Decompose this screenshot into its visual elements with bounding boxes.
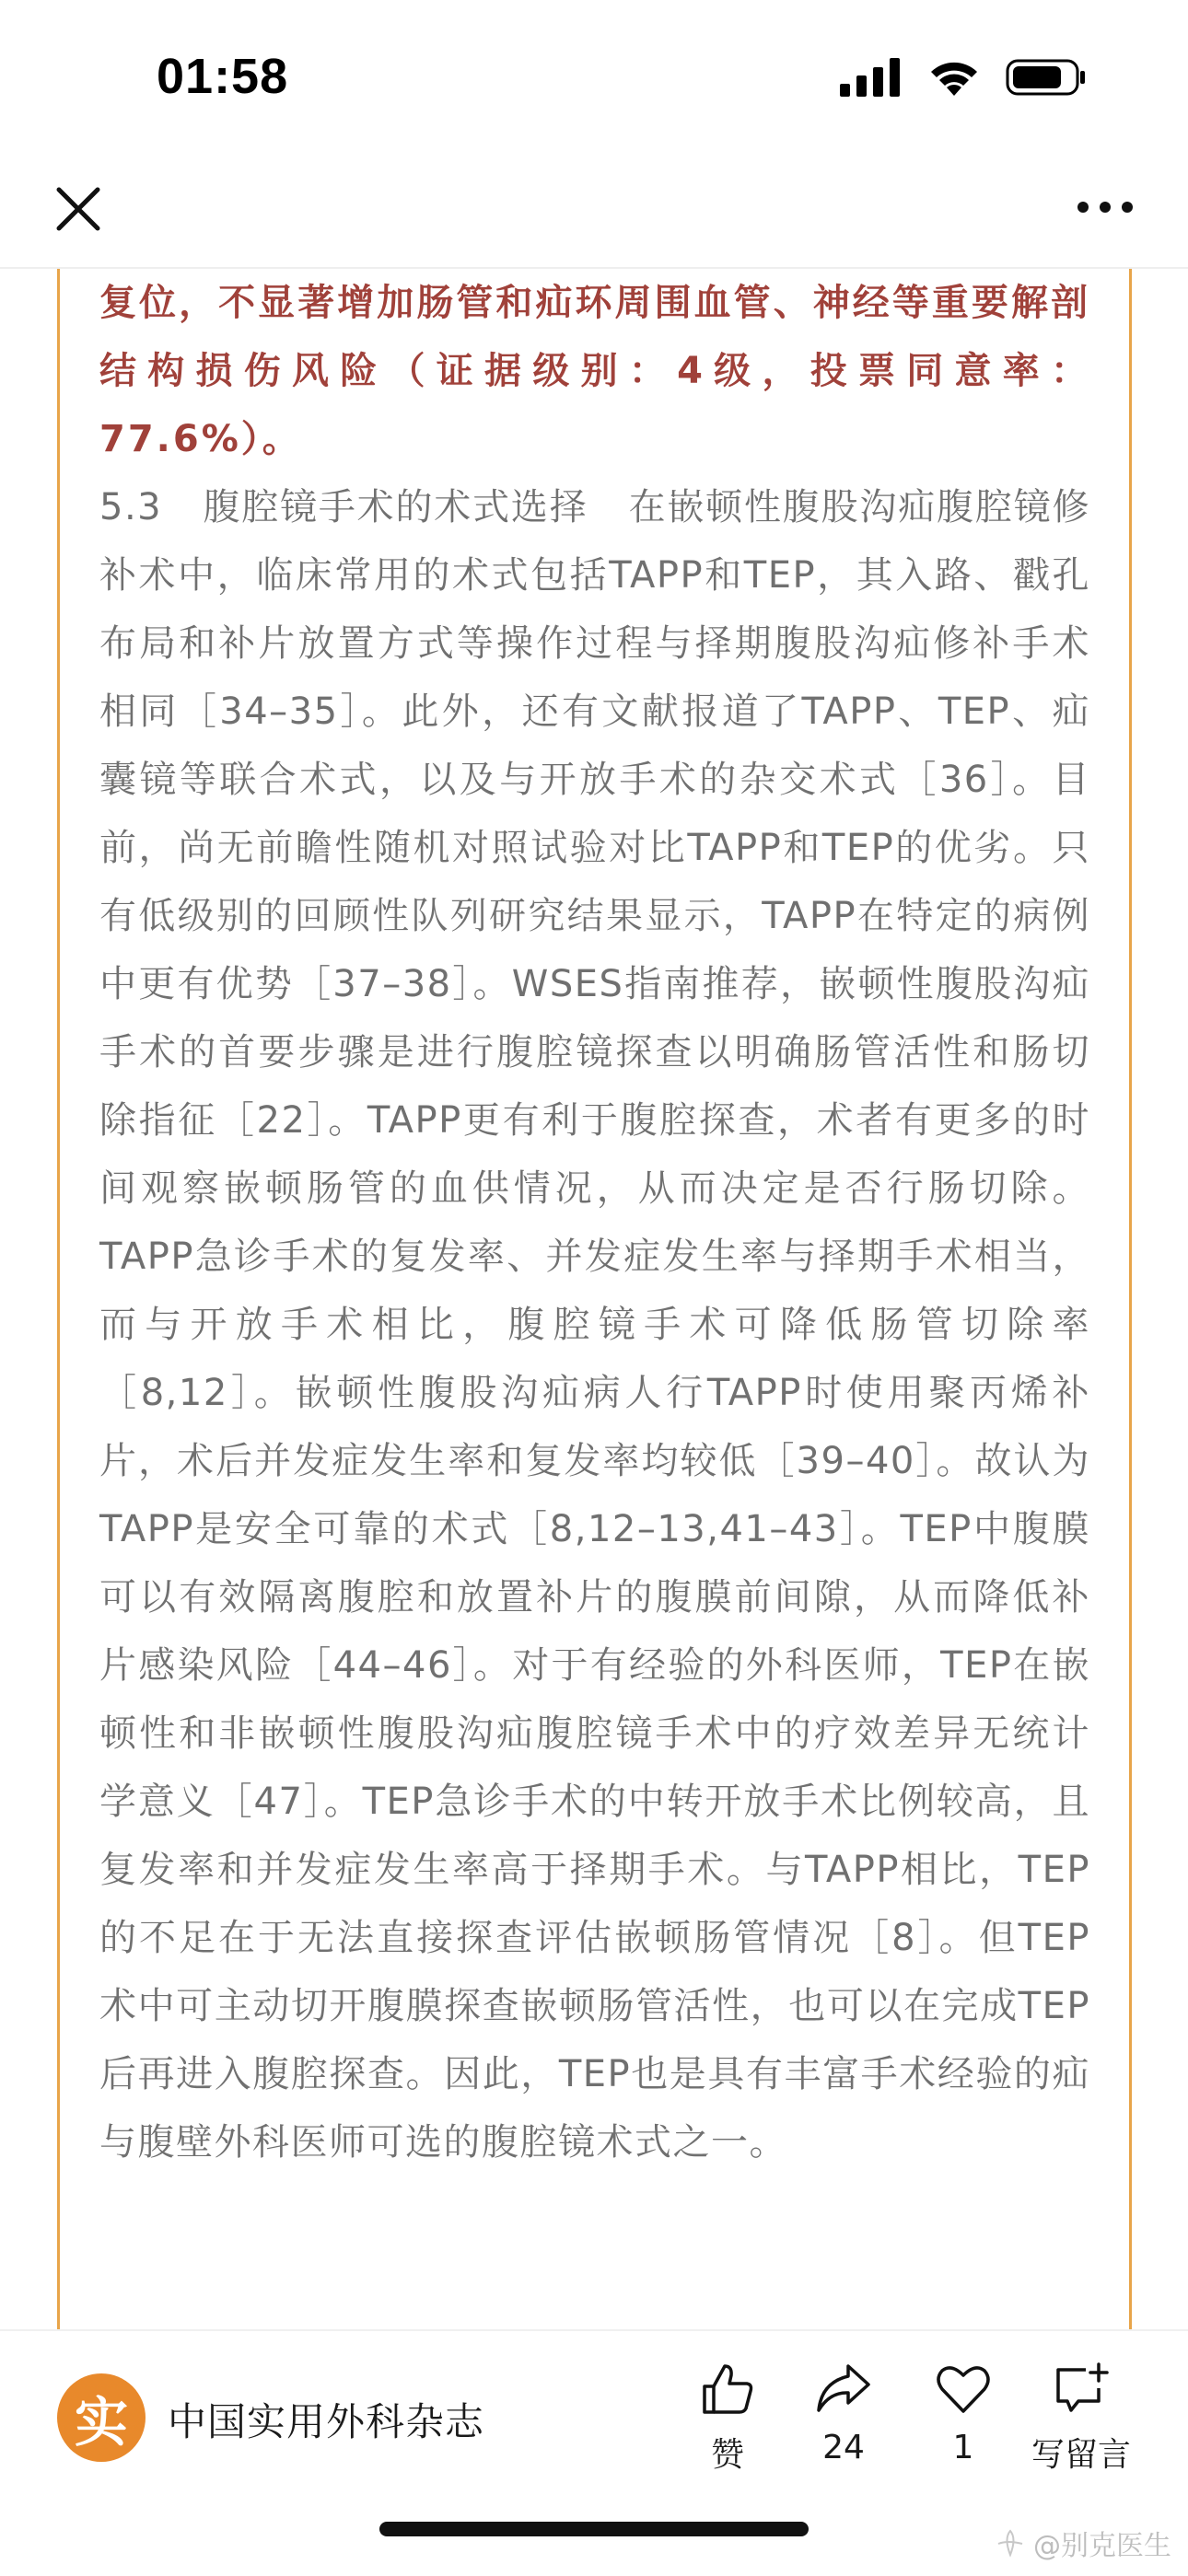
account-name[interactable]: 中国实用外科杂志 (168, 2399, 485, 2444)
logo-char: 实 (74, 2391, 128, 2454)
section-body: 在嵌顿性腹股沟疝腹腔镜修补术中，临床常用的术式包括TAPP和TEP，其入路、戳孔布局和补片放置方式等操作过程与择期腹股沟疝修补手术相同［34–35］。此外，还有文献报道了TAPP、TEP、疝囊镜等联合术式，以及与开放手术的杂交术式［36］。目前，尚无前瞻性随机对照试验对比TAPP和TEP的优劣。只有低级别的回顾性队列研究结果显示，TAPP在特定的病例中更有优势［37–38］。WSES指南推荐，嵌顿性腹股沟疝手术的首要步骤是进行腹腔镜探查以明确肠管活性和肠切除指征［22］。TAPP更有利于腹腔探查，术者有更多的时间观察嵌顿肠管的血供情况，从而决定是否行肠切除。TAPP急诊手术的复发率、并发症发生率与择期手术相当，而与开放手术相比，腹腔镜手术可降低肠管切除率［8,12］。嵌顿性腹股沟疝病人行TAPP时使用聚丙烯补片，术后并发症发生率和复发率均较低［39–40］。故认为TAPP是安全可靠的术式［8,12–13,41–43］。TEP中腹膜可以有效隔离腹腔和放置补片的腹膜前间隙，从而降低补片感染风险［44–46］。对于有经验的外科医师，TEP在嵌顿性和非嵌顿性腹股沟疝腹腔镜手术中的疗效差异无统计学意义［47］。TEP急诊手术的中转开放手术比例较高，且复发率和并发症发生率高于择期手术。与TAPP相比，TEP的不足在于无法直接探查评估嵌顿肠管情况［8］。但TEP术中可主动切开腹膜探查嵌顿肠管活性，也可以在完成TEP后再进入腹腔探查。因此，TEP也是具有丰富手术经验的疝与腹壁外科医师可选的腹腔镜术式之一。 (99, 486, 1090, 2164)
comment-label: 写留言 (1031, 2436, 1131, 2474)
battery-icon (1006, 57, 1087, 98)
watermark-text: @别克医生 (1033, 2530, 1171, 2562)
account-logo[interactable] (57, 2373, 146, 2462)
status-icons (840, 57, 1087, 98)
nav-bar (0, 157, 1188, 269)
cellular-signal-icon (840, 58, 903, 97)
more-options-button[interactable] (1068, 180, 1142, 235)
article-content[interactable] (0, 269, 1188, 2329)
frame-border-left (57, 269, 60, 2329)
status-bar (0, 0, 1188, 157)
thumbs-up-icon (697, 2359, 758, 2419)
watermark (995, 2523, 1171, 2563)
section-paragraph (99, 473, 1090, 2176)
comment-button[interactable] (1017, 2359, 1146, 2476)
heart-icon (933, 2359, 994, 2419)
watermark-logo-icon (995, 2527, 1026, 2559)
favorite-button[interactable] (899, 2359, 1028, 2466)
status-time: 01:58 (157, 49, 289, 104)
like-label: 赞 (710, 2436, 744, 2474)
section-number: 5.3 (99, 486, 163, 528)
close-icon (46, 177, 111, 241)
share-count: 24 (822, 2429, 865, 2466)
favorite-count: 1 (952, 2429, 974, 2466)
wifi-icon (926, 57, 982, 98)
home-indicator[interactable] (379, 2522, 809, 2536)
comment-add-icon (1051, 2359, 1112, 2419)
section-title: 腹腔镜手术的术式选择 (203, 486, 588, 528)
share-button[interactable] (779, 2359, 908, 2466)
article-body (99, 269, 1090, 2176)
like-button[interactable] (663, 2359, 792, 2476)
frame-border-right (1129, 269, 1132, 2329)
close-button[interactable] (46, 177, 111, 241)
share-icon (813, 2359, 874, 2419)
more-icon (1068, 180, 1142, 235)
recommendation-highlight: 复位，不显著增加肠管和疝环周围血管、神经等重要解剖结构损伤风险（证据级别：4级，投票同意率：77.6%）。 (99, 282, 1090, 460)
